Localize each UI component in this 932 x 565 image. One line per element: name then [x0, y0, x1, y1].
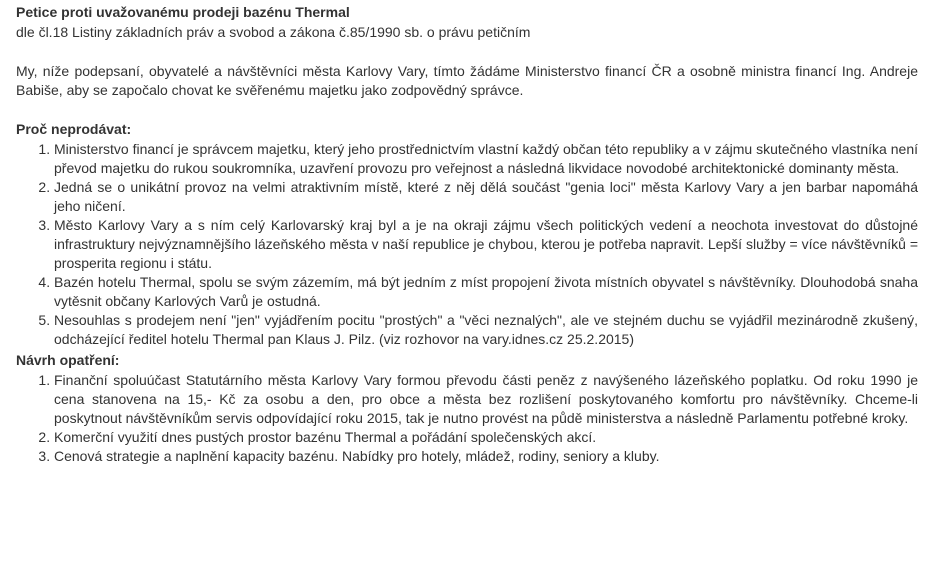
list-item: 1. Ministerstvo financí je správcem majetku, který jeho prostřednictvím vlastní každý občan této republiky a v zájmu skutečného vlastníka není převod majetku do rukou soukromníka, uzavření provozu pro veřejnost a následná likvidace novodobé architektonické dominanty města.	[54, 140, 920, 178]
reasons-list	[16, 140, 920, 349]
petition-subtitle: dle čl.18 Listiny základních práv a svobod a zákona č.85/1990 sb. o právu petičním	[16, 24, 531, 40]
list-item: 2. Jedná se o unikátní provoz na velmi atraktivním místě, které z něj dělá součást "genia loci" města Karlovy Vary a jen barbar napomáhá jeho ničení.	[54, 178, 920, 216]
section-heading-why-not-sell: Proč neprodávat:	[16, 121, 132, 137]
measures-list	[16, 371, 920, 466]
petition-title: Petice proti uvažovanému prodeji bazénu Thermal	[16, 4, 350, 20]
list-item: 3. Cenová strategie a naplnění kapacity bazénu. Nabídky pro hotely, mládež, rodiny, seniory a kluby.	[54, 447, 920, 466]
petition-intro: My, níže podepsaní, obyvatelé a návštěvníci města Karlovy Vary, tímto žádáme Ministerstvo financí ČR a osobně ministra financí Ing. Andreje Babiše, aby se započalo chovat ke svěřenému majetku jako zodpovědný správce.	[16, 63, 918, 98]
list-item: 5. Nesouhlas s prodejem není "jen" vyjádřením pocitu "prostých" a "věci neznalých", ale ve stejném duchu se vyjádřil mezinárodně zkušený, odcházející ředitel hotelu Thermal pan Klaus J. Pilz. (viz rozhovor na vary.idnes.cz 25.2.2015)	[54, 311, 920, 349]
section-heading-proposed-measures: Návrh opatření:	[16, 352, 120, 368]
list-item: 1. Finanční spoluúčast Statutárního města Karlovy Vary formou převodu části peněz z navýšeného lázeňského poplatku. Od roku 1990 je cena stanovena na 15,- Kč za osobu a den, pro obce a města bez rozlišení poskytovaného komfortu pro návštěvníky. Chceme-li poskytnout návštěvníkům servis odpovídající roku 2015, tak je nutno provést na půdě ministerstva a následně Parlamentu potřebné kroky.	[54, 371, 920, 428]
list-item: 2. Komerční využití dnes pustých prostor bazénu Thermal a pořádání společenských akcí.	[54, 428, 920, 447]
list-item: 4. Bazén hotelu Thermal, spolu se svým zázemím, má být jedním z míst propojení života místních obyvatel s návštěvníky. Dlouhodobá snaha vytěsnit občany Karlových Varů je ostudná.	[54, 273, 920, 311]
list-item: 3. Město Karlovy Vary a s ním celý Karlovarský kraj byl a je na okraji zájmu všech politických vedení a neochota investovat do důstojné infrastruktury nejvýznamnějšího lázeňského města v naší republice je chybou, kterou je potřeba napravit. Lepší služby = více návštěvníků = prosperita regionu i státu.	[54, 216, 920, 273]
